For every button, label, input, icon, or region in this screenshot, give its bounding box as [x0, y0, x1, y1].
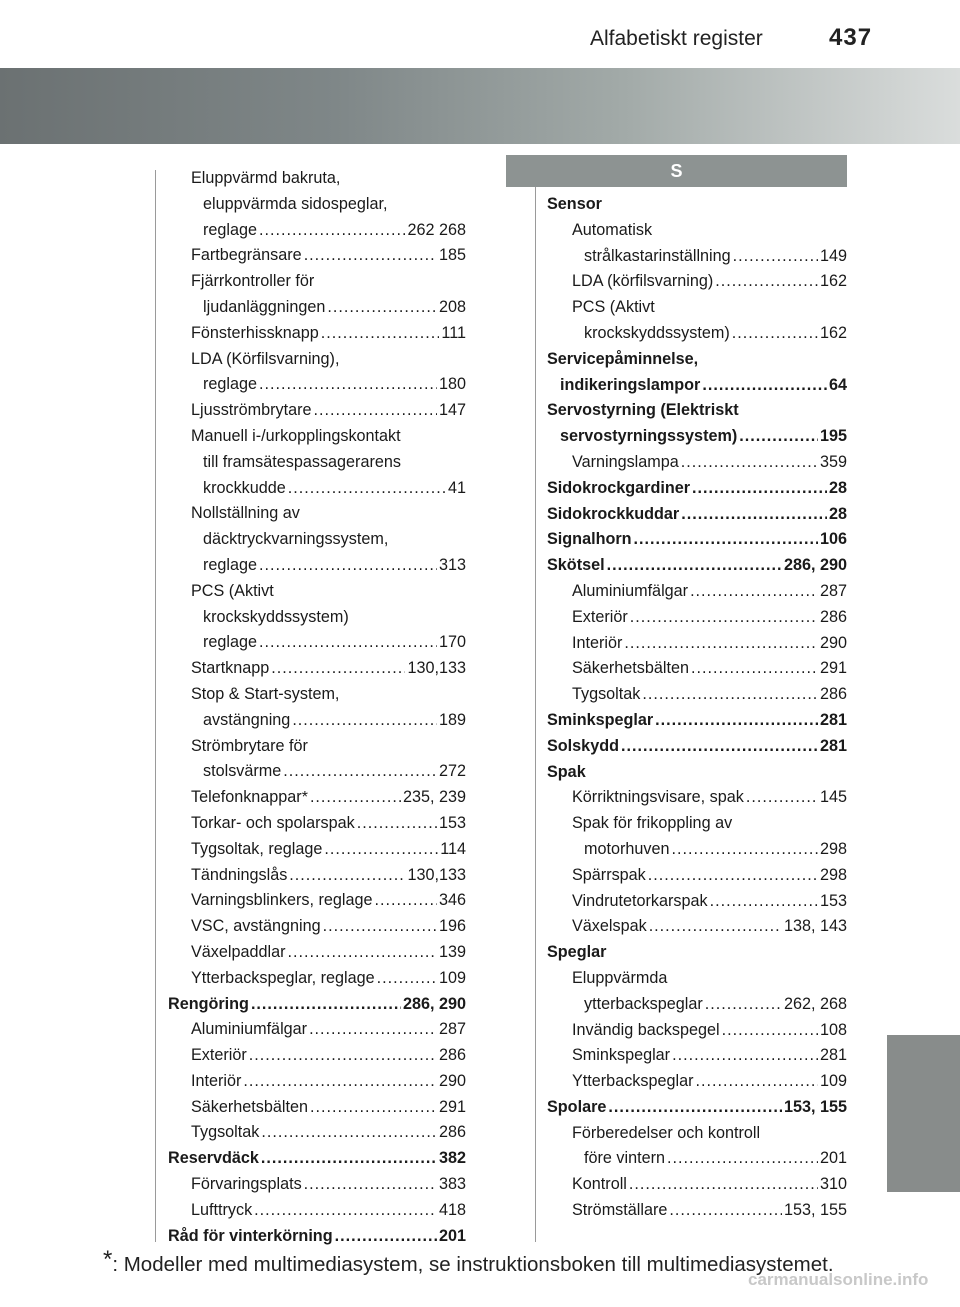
- dot-leader: [671, 837, 818, 863]
- index-entry-text: LDA (körfilsvarning): [572, 272, 714, 291]
- index-entry-page: 195: [819, 427, 847, 446]
- dot-leader: [254, 1198, 437, 1224]
- dot-leader: [271, 656, 405, 682]
- index-entry: [547, 269, 847, 295]
- dot-leader: [357, 811, 437, 837]
- dot-leader: [324, 837, 438, 863]
- index-entry: [168, 1017, 466, 1043]
- index-entry: [168, 914, 466, 940]
- dot-leader: [739, 424, 818, 450]
- index-entry: [168, 450, 466, 476]
- dot-leader: [283, 759, 437, 785]
- index-entry-text: Sminkspeglar: [572, 1046, 671, 1065]
- index-entry-text: Fartbegränsare: [191, 246, 302, 265]
- index-entry: [168, 476, 466, 502]
- header-banner: [0, 68, 960, 144]
- index-entry-text: Startknapp: [191, 659, 270, 678]
- index-entry-page: 201: [438, 1226, 466, 1245]
- index-entry-page: 287: [438, 1020, 466, 1039]
- index-entry-text: Aluminiumfälgar: [191, 1020, 308, 1039]
- index-entry: [547, 502, 847, 528]
- dot-leader: [309, 1017, 437, 1043]
- index-entry-text: Exteriör: [191, 1046, 247, 1065]
- index-entry: [168, 1120, 466, 1146]
- index-entry: [168, 888, 466, 914]
- index-entry: [547, 889, 847, 915]
- index-entry-text: Varningslampa: [572, 452, 679, 471]
- index-entry-text: Vindrutetorkarspak: [572, 891, 708, 910]
- dot-leader: [715, 269, 818, 295]
- index-entry: [547, 966, 847, 992]
- dot-leader: [629, 1172, 818, 1198]
- index-entry: [547, 347, 847, 373]
- index-entry-page: 130,133: [407, 865, 466, 884]
- dot-leader: [710, 889, 818, 915]
- dot-leader: [288, 476, 446, 502]
- index-entry-text: Speglar: [547, 943, 607, 962]
- dot-leader: [634, 527, 818, 553]
- dot-leader: [310, 1095, 437, 1121]
- index-entry-text: Tändningslås: [191, 865, 288, 884]
- index-entry-text: Råd för vinterkörning: [168, 1226, 333, 1245]
- dot-leader: [649, 914, 782, 940]
- dot-leader: [304, 243, 437, 269]
- index-entry-text: före vintern: [584, 1149, 665, 1168]
- index-entry-text: Körriktningsvisare, spak: [572, 788, 744, 807]
- index-entry-text: reglage: [203, 220, 258, 239]
- footnote: [103, 1246, 834, 1277]
- index-entry-page: 153: [819, 891, 847, 910]
- index-entry: [168, 527, 466, 553]
- index-entry-page: 286: [819, 607, 847, 626]
- dot-leader: [259, 372, 437, 398]
- index-entry-text: eluppvärmda sidospeglar,: [203, 194, 388, 213]
- index-entry: [168, 321, 466, 347]
- index-entry: [168, 682, 466, 708]
- index-entry-text: Sidokrockgardiner: [547, 478, 691, 497]
- index-entry: [168, 501, 466, 527]
- dot-leader: [261, 1120, 437, 1146]
- index-entry-text: krockkudde: [203, 478, 286, 497]
- index-entry: [168, 708, 466, 734]
- index-entry: [547, 837, 847, 863]
- index-entry: [168, 966, 466, 992]
- index-entry: [168, 269, 466, 295]
- index-entry-text: reglage: [203, 633, 258, 652]
- index-entry: [547, 1095, 847, 1121]
- index-entry-text: Förberedelser och kontroll: [572, 1123, 761, 1142]
- footnote-text: : Modeller med multimediasystem, se instruktionsboken till multimediasystemet.: [112, 1253, 834, 1276]
- index-entry-text: Interiör: [191, 1071, 242, 1090]
- dot-leader: [321, 321, 440, 347]
- index-entry-text: VSC, avstängning: [191, 917, 321, 936]
- index-entry: [168, 347, 466, 373]
- dot-leader: [607, 553, 782, 579]
- index-entry-page: 114: [440, 839, 466, 858]
- index-entry-page: 290: [438, 1071, 466, 1090]
- index-entry: [168, 734, 466, 760]
- index-entry-page: 180: [438, 375, 466, 394]
- index-entry-page: 272: [438, 762, 466, 781]
- index-entry-text: Spärrspak: [572, 865, 646, 884]
- section-thumb-tab: [887, 1035, 960, 1192]
- index-entry-page: 111: [441, 323, 466, 342]
- index-entry-text: Lufttryck: [191, 1200, 253, 1219]
- index-entry-page: 153, 155: [783, 1201, 847, 1220]
- index-entry-text: PCS (Aktivt: [572, 298, 655, 317]
- section-letter-header: S: [506, 155, 847, 187]
- dot-leader: [259, 218, 405, 244]
- index-entry-page: 64: [828, 375, 847, 394]
- index-entry-page: 262, 268: [783, 994, 847, 1013]
- index-entry-text: reglage: [203, 555, 258, 574]
- index-entry-text: indikeringslampor: [560, 375, 701, 394]
- index-entry-text: Exteriör: [572, 607, 628, 626]
- index-entry-text: Ytterbackspeglar: [572, 1072, 694, 1091]
- index-entry-page: 286, 290: [783, 556, 847, 575]
- index-entry-text: Stop & Start-system,: [191, 684, 340, 703]
- index-entry-page: 189: [438, 710, 466, 729]
- index-entry-text: stolsvärme: [203, 762, 282, 781]
- dot-leader: [624, 631, 818, 657]
- dot-leader: [722, 1018, 818, 1044]
- index-entry: [168, 656, 466, 682]
- index-entry-page: 130,133: [407, 659, 466, 678]
- index-entry: [168, 372, 466, 398]
- index-entry: [168, 630, 466, 656]
- dot-leader: [327, 295, 437, 321]
- index-entry-page: 418: [438, 1200, 466, 1219]
- dot-leader: [681, 450, 818, 476]
- dot-leader: [732, 321, 818, 347]
- index-entry-page: 153: [438, 813, 466, 832]
- index-entry: [547, 708, 847, 734]
- index-entry: [168, 1095, 466, 1121]
- index-entry-page: 286: [819, 685, 847, 704]
- dot-leader: [642, 682, 818, 708]
- index-entry: [168, 295, 466, 321]
- index-entry-text: Invändig backspegel: [572, 1020, 720, 1039]
- dot-leader: [288, 940, 437, 966]
- index-entry: [547, 682, 847, 708]
- index-entry: [168, 1198, 466, 1224]
- index-entry-page: 145: [819, 788, 847, 807]
- dot-leader: [705, 992, 782, 1018]
- dot-leader: [695, 1069, 818, 1095]
- index-entry-page: 170: [438, 633, 466, 652]
- index-entry: [168, 424, 466, 450]
- dot-leader: [259, 553, 437, 579]
- index-entry-text: Kontroll: [572, 1175, 627, 1194]
- index-entry-page: 281: [819, 710, 847, 729]
- index-entry-text: Förvaringsplats: [191, 1175, 302, 1194]
- index-entry-text: Eluppvärmda: [572, 968, 668, 987]
- index-entry-page: 235, 239: [402, 788, 466, 807]
- index-entry: [547, 734, 847, 760]
- index-entry-page: 106: [819, 530, 847, 549]
- index-entry-text: PCS (Aktivt: [191, 581, 274, 600]
- index-entry-page: 286, 290: [402, 994, 466, 1013]
- index-entry: [168, 166, 466, 192]
- index-entry: [547, 218, 847, 244]
- index-entry: [168, 192, 466, 218]
- dot-leader: [323, 914, 437, 940]
- index-entry-page: 281: [819, 1046, 847, 1065]
- dot-leader: [681, 502, 827, 528]
- index-entry-page: 291: [819, 659, 847, 678]
- column-rule-middle: [535, 170, 536, 1242]
- index-entry-text: Växelspak: [572, 917, 647, 936]
- index-entry-text: Säkerhetsbälten: [191, 1097, 308, 1116]
- index-entry-text: ljudanläggningen: [203, 297, 326, 316]
- index-entry-text: Rengöring: [168, 994, 249, 1013]
- index-entry-text: krockskyddssystem): [584, 323, 730, 342]
- dot-leader: [690, 579, 818, 605]
- index-entry: [547, 1018, 847, 1044]
- index-entry-text: Sidokrockkuddar: [547, 504, 680, 523]
- index-entry-page: 382: [438, 1149, 466, 1168]
- index-entry: [547, 1198, 847, 1224]
- column-rule-left: [155, 170, 156, 1242]
- index-entry-text: Nollställning av: [191, 504, 300, 523]
- index-entry-text: Fönsterhissknapp: [191, 323, 319, 342]
- index-entry-page: 281: [819, 736, 847, 755]
- index-entry: [547, 321, 847, 347]
- dot-leader: [310, 785, 401, 811]
- index-entry-text: Automatisk: [572, 220, 653, 239]
- index-entry-page: 313: [438, 555, 466, 574]
- index-entry: [547, 1146, 847, 1172]
- index-entry: [168, 759, 466, 785]
- index-entry: [168, 940, 466, 966]
- index-entry-text: Solskydd: [547, 736, 619, 755]
- index-entry-page: 359: [819, 452, 847, 471]
- index-entry-page: 153, 155: [783, 1097, 847, 1116]
- index-entry: [168, 579, 466, 605]
- index-entry-text: Eluppvärmd bakruta,: [191, 169, 341, 187]
- index-entry-text: Skötsel: [547, 556, 605, 575]
- dot-leader: [292, 708, 437, 734]
- index-entry-text: Servicepåminnelse,: [547, 349, 699, 368]
- index-entry-page: 162: [819, 323, 847, 342]
- index-entry: [547, 811, 847, 837]
- index-entry-text: motorhuven: [584, 839, 670, 858]
- index-entry-page: 196: [438, 917, 466, 936]
- dot-leader: [702, 373, 827, 399]
- index-entry-page: 109: [438, 968, 466, 987]
- dot-leader: [667, 1146, 818, 1172]
- index-entry-page: 28: [828, 504, 847, 523]
- index-entry: [168, 1146, 466, 1172]
- index-entry-text: Sminkspeglar: [547, 710, 654, 729]
- index-entry: [547, 527, 847, 553]
- index-entry-text: till framsätespassagerarens: [203, 452, 401, 471]
- index-entry: [547, 192, 847, 218]
- index-entry-text: Sensor: [547, 195, 602, 213]
- index-entry: [547, 579, 847, 605]
- index-entry: [168, 553, 466, 579]
- index-entry-text: Växelpaddlar: [191, 942, 286, 961]
- dot-leader: [669, 1198, 782, 1224]
- index-entry-page: 287: [819, 581, 847, 600]
- index-entry: Telefonknappar * ..... 235, 239: [168, 785, 466, 811]
- index-entry-text: Fjärrkontroller för: [191, 272, 315, 291]
- dot-leader: [289, 863, 405, 889]
- dot-leader: [648, 863, 818, 889]
- index-entry-text: Varningsblinkers, reglage: [191, 891, 373, 910]
- index-entry: [168, 1069, 466, 1095]
- index-entry: [547, 424, 847, 450]
- index-entry-text: reglage: [203, 375, 258, 394]
- index-column-right: [547, 192, 847, 1224]
- index-entry-text: Säkerhetsbälten: [572, 659, 689, 678]
- index-entry-text: krockskyddssystem): [203, 607, 349, 626]
- index-column-left: [168, 166, 466, 1249]
- index-entry: [547, 605, 847, 631]
- index-entry-page: 383: [438, 1175, 466, 1194]
- index-entry: [547, 785, 847, 811]
- index-entry: [547, 553, 847, 579]
- dot-leader: [314, 398, 437, 424]
- dot-leader: [692, 476, 827, 502]
- index-entry-page: 109: [819, 1072, 847, 1091]
- index-entry-page: 201: [819, 1149, 847, 1168]
- index-entry-text: Interiör: [572, 633, 623, 652]
- index-entry: [168, 811, 466, 837]
- index-entry: [547, 295, 847, 321]
- index-entry-page: 346: [438, 891, 466, 910]
- index-entry-page: 185: [438, 246, 466, 265]
- index-entry-page: 208: [438, 297, 466, 316]
- dot-leader: [608, 1095, 782, 1121]
- dot-leader: [746, 785, 818, 811]
- index-entry-text: Reservdäck: [168, 1149, 259, 1168]
- index-entry-text: Tygsoltak, reglage: [191, 839, 323, 858]
- index-entry: [168, 1172, 466, 1198]
- index-entry: [547, 244, 847, 270]
- index-entry-text: Strömbrytare för: [191, 736, 308, 755]
- index-entry: [547, 760, 847, 786]
- index-entry-text: Tygsoltak: [191, 1123, 260, 1142]
- index-entry: [547, 1121, 847, 1147]
- index-entry-text: Torkar- och spolarspak: [191, 813, 355, 832]
- index-entry-text: Strömställare: [572, 1201, 668, 1220]
- index-entry: [547, 1043, 847, 1069]
- footnote-marker: *: [103, 1246, 113, 1273]
- index-entry: [547, 863, 847, 889]
- page-header-title: Alfabetiskt register: [590, 27, 763, 50]
- index-entry-text: Spak för frikoppling av: [572, 814, 733, 833]
- index-entry-text: ytterbackspeglar: [584, 994, 703, 1013]
- dot-leader: [691, 656, 818, 682]
- dot-leader: [630, 605, 818, 631]
- index-entry: [168, 243, 466, 269]
- dot-leader: [733, 244, 818, 270]
- index-entry-text: Spak: [547, 762, 586, 781]
- index-entry: [168, 863, 466, 889]
- index-entry-page: 149: [819, 246, 847, 265]
- dot-leader: [377, 966, 437, 992]
- index-entry-page: 41: [447, 478, 466, 497]
- index-entry: [547, 373, 847, 399]
- index-entry: [547, 992, 847, 1018]
- index-entry-page: 262 268: [407, 220, 466, 239]
- dot-leader: [259, 630, 437, 656]
- index-entry-page: 139: [438, 942, 466, 961]
- index-entry-text: Servostyrning (Elektriskt: [547, 401, 739, 420]
- index-entry-text: avstängning: [203, 710, 291, 729]
- index-entry: [547, 656, 847, 682]
- dot-leader: [672, 1043, 818, 1069]
- index-entry-text: Ytterbackspeglar, reglage: [191, 968, 375, 987]
- index-entry-page: 286: [438, 1123, 466, 1142]
- index-entry: [168, 992, 466, 1018]
- dot-leader: [621, 734, 818, 760]
- page-number: 437: [829, 24, 873, 51]
- index-entry: [547, 914, 847, 940]
- index-entry: [547, 940, 847, 966]
- index-entry: [168, 398, 466, 424]
- dot-leader: [655, 708, 818, 734]
- index-entry: [547, 476, 847, 502]
- index-entry-page: 162: [819, 272, 847, 291]
- dot-leader: [249, 1043, 437, 1069]
- index-entry-text: Tygsoltak: [572, 685, 641, 704]
- index-entry-text: Spolare: [547, 1097, 607, 1116]
- index-entry: [168, 837, 466, 863]
- index-entry: [547, 1069, 847, 1095]
- watermark: carmanualsonline.info: [748, 1270, 929, 1289]
- dot-leader: [304, 1172, 437, 1198]
- index-entry-text: Ljusströmbrytare: [191, 401, 312, 420]
- index-entry-text: däcktryckvarningssystem,: [203, 530, 389, 549]
- index-entry: [547, 398, 847, 424]
- dot-leader: [243, 1069, 437, 1095]
- dot-leader: [251, 992, 401, 1018]
- index-entry-page: 28: [828, 478, 847, 497]
- index-entry: [547, 1172, 847, 1198]
- index-entry-page: 310: [819, 1175, 847, 1194]
- index-entry-text: Aluminiumfälgar: [572, 581, 689, 600]
- index-entry-page: 138, 143: [783, 917, 847, 936]
- index-entry-page: 290: [819, 633, 847, 652]
- dot-leader: [261, 1146, 437, 1172]
- index-entry-page: 147: [438, 401, 466, 420]
- index-entry: [168, 1043, 466, 1069]
- index-entry: [547, 450, 847, 476]
- index-entry: [168, 218, 466, 244]
- index-entry-page: 108: [819, 1020, 847, 1039]
- index-entry-text: Telefonknappar: [191, 788, 302, 807]
- index-entry-text: strålkastarinställning: [584, 246, 731, 265]
- index-entry-page: 298: [819, 839, 847, 858]
- index-entry-page: 291: [438, 1097, 466, 1116]
- dot-leader: [374, 888, 437, 914]
- index-entry-text: Manuell i-/urkopplingskontakt: [191, 426, 401, 445]
- index-entry-text: Signalhorn: [547, 530, 632, 549]
- index-entry-text: LDA (Körfilsvarning),: [191, 349, 340, 368]
- index-entry: [168, 605, 466, 631]
- index-entry-page: 298: [819, 865, 847, 884]
- index-entry: [547, 631, 847, 657]
- index-entry-text: servostyrningssystem): [560, 427, 738, 446]
- index-entry-page: 286: [438, 1046, 466, 1065]
